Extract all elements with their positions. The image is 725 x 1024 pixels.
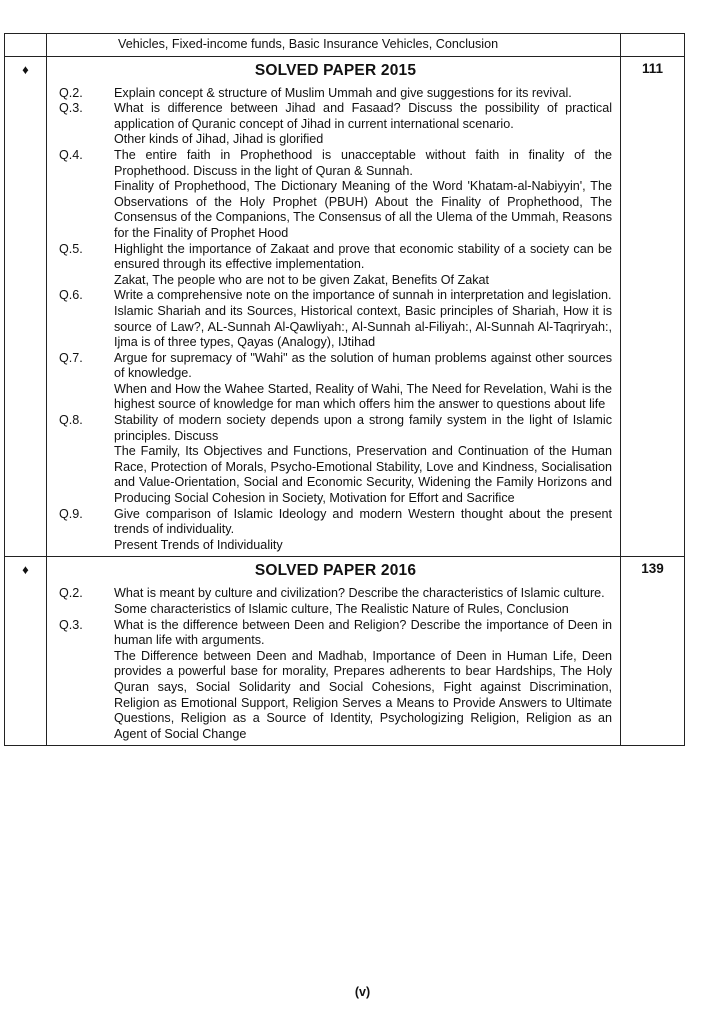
- page-footer: (v): [354, 985, 371, 999]
- question-number: Q.2.: [59, 586, 83, 601]
- question-item: [59, 413, 612, 507]
- answer-topics: Present Trends of Individuality: [114, 537, 283, 552]
- contents-table: [4, 33, 685, 746]
- question-text: What is meant by culture and civilization? Describe the characteristics of Islamic culture.: [114, 586, 605, 601]
- question-number: Q.9.: [59, 506, 83, 521]
- answer-topics: Other kinds of Jihad, Jihad is glorified: [114, 132, 324, 147]
- question-text: Give comparison of Islamic Ideology and modern Western thought about the present trends of individuality.: [114, 506, 612, 537]
- answer-topics: Zakat, The people who are not to be given Zakat, Benefits Of Zakat: [114, 272, 489, 287]
- answer-topics: The Difference between Deen and Madhab, Importance of Deen in Human Life, Deen provides a powerful base for morality, Prepares adherents to bear Hardships, The Holy Quran says, Social Solidarity and Social Cohesions, Fight against Discrimination, Religion as Emotional Support, Religion Serves a Means to Provide Answers to Ultimate Questions, Religion as a Source of Identity, Psychologizing Religion, Religion as an Agent of Social Change: [114, 648, 612, 741]
- question-number: Q.5.: [59, 241, 83, 256]
- continuation-cell: [47, 34, 621, 57]
- diamond-bullet-icon: ♦: [5, 557, 47, 746]
- question-item: [59, 618, 612, 743]
- question-item: [59, 351, 612, 413]
- section-title: SOLVED PAPER 2015: [254, 61, 417, 79]
- question-text: What is difference between Jihad and Fasaad? Discuss the possibility of practical application of Quranic concept of Jihad in current international scenario.: [114, 101, 612, 131]
- continuation-row: [5, 34, 685, 57]
- question-item: [59, 101, 612, 148]
- page-cell: [621, 34, 685, 57]
- continuation-text: Vehicles, Fixed-income funds, Basic Insurance Vehicles, Conclusion: [118, 37, 499, 51]
- question-text: Stability of modern society depends upon a strong family system in the light of Islamic principles. Discuss: [114, 413, 612, 443]
- section-content: [47, 56, 621, 557]
- question-number: Q.3.: [59, 101, 83, 116]
- question-list: [59, 86, 612, 554]
- question-number: Q.4.: [59, 147, 83, 162]
- page-number: 139: [621, 557, 685, 746]
- answer-topics: Islamic Shariah and its Sources, Historical context, Basic principles of Shariah, How it is source of Law?, AL-Sunnah Al-Qawliyah:, Al-Sunnah al-Filiyah:, Al-Sunnah Al-Taqriryah:, Ijma is of three types, Qayas (Analogy), IJtihad: [114, 303, 612, 350]
- question-text: The entire faith in Prophethood is unacceptable without faith in finality of the Prophethood. Discuss in the light of Quran & Sunnah.: [114, 147, 612, 178]
- question-number: Q.8.: [59, 413, 83, 428]
- question-text: Argue for supremacy of "Wahi" as the solution of human problems against other sources of knowledge.: [114, 350, 612, 381]
- question-number: Q.6.: [59, 288, 83, 303]
- answer-topics: Finality of Prophethood, The Dictionary Meaning of the Word 'Khatam-al-Nabiyyin', The Observations of the Holy Prophet (PBUH) About the Finality of Prophethood, The Consensus of the Companions, The Consensus of all the Ulema of the Ummah, Reasons for the Finality of Prophet Hood: [114, 179, 612, 240]
- question-item: [59, 288, 612, 350]
- question-item: [59, 148, 612, 242]
- section-row-2015: [5, 56, 685, 557]
- bullet-cell: [5, 34, 47, 57]
- answer-topics: Some characteristics of Islamic culture, The Realistic Nature of Rules, Conclusion: [114, 602, 569, 616]
- question-list: [59, 586, 612, 742]
- question-number: Q.7.: [59, 350, 83, 365]
- diamond-bullet-icon: ♦: [5, 56, 47, 557]
- question-text: What is the difference between Deen and Religion? Describe the importance of Deen in human life with arguments.: [114, 617, 612, 648]
- section-row-2016: [5, 557, 685, 746]
- question-item: [59, 586, 612, 617]
- question-text: Explain concept & structure of Muslim Ummah and give suggestions for its revival.: [114, 85, 572, 100]
- question-item: [59, 86, 612, 102]
- question-text: Write a comprehensive note on the importance of sunnah in interpretation and legislation.: [114, 288, 612, 303]
- page-number: 111: [621, 56, 685, 557]
- question-item: [59, 242, 612, 289]
- section-title: SOLVED PAPER 2016: [254, 562, 417, 580]
- question-number: Q.3.: [59, 617, 83, 632]
- answer-topics: When and How the Wahee Started, Reality of Wahi, The Need for Revelation, Wahi is the highest source of knowledge for man which offers him the answer to questions about life: [114, 381, 612, 412]
- section-content: [47, 557, 621, 746]
- question-item: [59, 507, 612, 554]
- question-number: Q.2.: [59, 85, 83, 100]
- answer-topics: The Family, Its Objectives and Functions, Preservation and Continuation of the Human Race, Protection of Morals, Psycho-Emotional Stability, Love and Kindness, Socialisation and Value-Orientation, Social and Economic Security, Widening the Family Horizons and Producing Social Cohesion in Society, Motivation for Effort and Sacrifice: [114, 444, 612, 506]
- question-text: Highlight the importance of Zakaat and prove that economic stability of a society can be ensured through its effective implementation.: [114, 241, 612, 272]
